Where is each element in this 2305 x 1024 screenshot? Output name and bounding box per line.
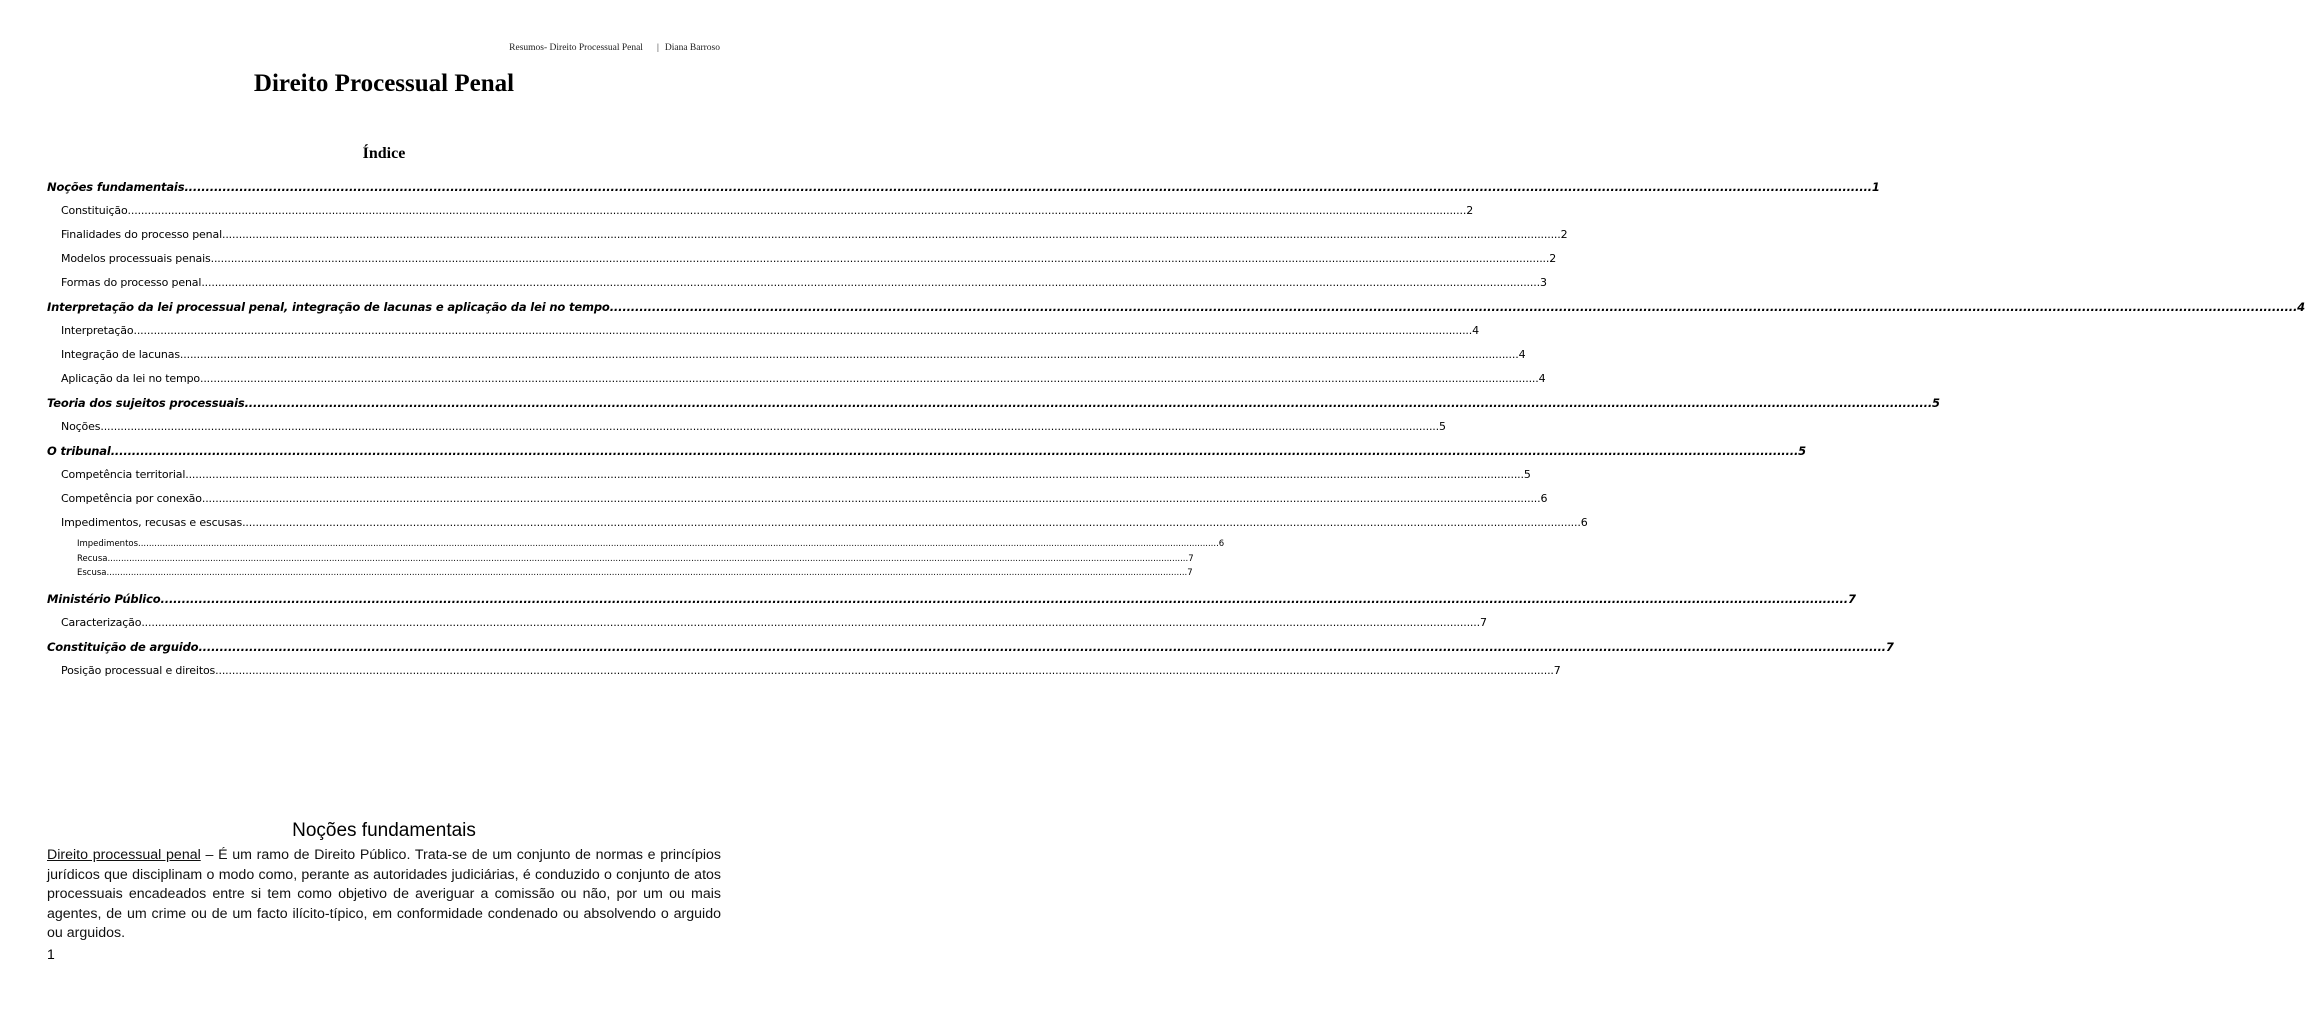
section-paragraph [47, 846, 721, 944]
header-separator: | [656, 43, 659, 53]
toc-dot-leader: ................................................................................................................................................................................................................................................................................................................................................................................................................ [201, 492, 1541, 505]
toc-dot-leader: ................................................................................................................................................................................................................................................................................................................................................................................................................ [184, 180, 1872, 194]
toc-entry-page: 6 [1218, 539, 1225, 549]
toc-dot-leader: ................................................................................................................................................................................................................................................................................................................................................................................................................ [199, 372, 1539, 385]
toc-entry-page: 7 [1479, 615, 1487, 629]
toc-dot-leader: ................................................................................................................................................................................................................................................................................................................................................................................................................ [100, 420, 1439, 433]
paragraph-text: – É um ramo de Direito Público. Trata-se de um conjunto de normas e princípios jurídicos que disciplinam o modo como, perante as autoridades judiciárias, é conduzido o conjunto de atos processuais encadeados entre si tem como objetivo de averiguar a comissão ou não, por um ou mais agentes, de um crime ou de um facto ilícito-típico, em conformidade condenado ou absolvendo o arguido ou arguidos. [47, 847, 721, 942]
defined-term: Direito processual penal [47, 847, 201, 863]
toc-entry-page: 7 [1847, 591, 1856, 606]
toc-entry-label: Integração de lacunas [61, 348, 180, 361]
toc-entry-page: 2 [1560, 228, 1568, 241]
toc-entry-page: 5 [1798, 444, 1807, 458]
toc-entry-label: Competência por conexão [61, 492, 202, 505]
toc-entry-page: 7 [1553, 663, 1561, 677]
toc-entry-page: 5 [1438, 420, 1446, 433]
toc-entry-label: Impedimentos, recusas e escusas [61, 516, 243, 529]
toc-entry-label: Constituição de arguido [47, 639, 199, 654]
toc-heading: Índice [362, 145, 406, 162]
toc-dot-leader: ................................................................................................................................................................................................................................................................................................................................................................................................................ [242, 516, 1581, 529]
toc-entry-page: 7 [1885, 639, 1894, 654]
toc-entry[interactable] [47, 295, 2305, 319]
toc-entry-label: Escusa [77, 568, 107, 578]
toc-entry[interactable] [47, 439, 1807, 463]
toc-entry-page: 4 [1538, 372, 1546, 385]
toc-entry-label: Posição processual e direitos [61, 663, 216, 677]
toc-entry[interactable] [47, 552, 1194, 567]
toc-entry-page: 4 [1472, 324, 1479, 337]
toc-dot-leader: ................................................................................................................................................................................................................................................................................................................................................................................................................ [201, 276, 1540, 289]
toc-entry-label: Constituição [61, 204, 128, 217]
toc-entry[interactable] [47, 611, 1487, 635]
toc-entry[interactable] [47, 511, 1588, 535]
toc-dot-leader: ................................................................................................................................................................................................................................................................................................................................................................................................................ [141, 615, 1480, 629]
toc-entry-label: Noções fundamentais [47, 180, 185, 194]
toc-entry-label: Recusa [77, 553, 108, 564]
toc-entry[interactable] [47, 391, 1940, 415]
toc-entry-page: 4 [2297, 300, 2305, 314]
toc-entry[interactable] [47, 587, 1856, 611]
toc-dot-leader: ................................................................................................................................................................................................................................................................................................................................................................................................................ [160, 591, 1848, 606]
toc-entry-page: 6 [1580, 516, 1588, 529]
toc-entry-page: 2 [1466, 204, 1474, 217]
toc-dot-leader: ................................................................................................................................................................................................................................................................................................................................................................................................................ [133, 324, 1473, 337]
toc-entry-label: Formas do processo penal [61, 276, 202, 289]
toc-entry-label: Teoria dos sujeitos processuais [47, 396, 245, 410]
table-of-contents [47, 175, 2305, 683]
toc-entry[interactable] [47, 199, 1474, 223]
toc-dot-leader: ................................................................................................................................................................................................................................................................................................................................................................................................................ [221, 228, 1561, 241]
toc-dot-leader: ................................................................................................................................................................................................................................................................................................................................................................................................................ [138, 539, 1219, 549]
toc-entry[interactable] [47, 659, 1561, 683]
toc-entry-page: 3 [1539, 276, 1547, 289]
toc-dot-leader: ................................................................................................................................................................................................................................................................................................................................................................................................................ [210, 252, 1550, 265]
toc-entry-label: Impedimentos [77, 539, 139, 549]
toc-entry-page: 6 [1540, 492, 1548, 505]
header-document-title: Resumos- Direito Processual Penal [509, 43, 643, 53]
toc-dot-leader: ................................................................................................................................................................................................................................................................................................................................................................................................................ [215, 663, 1554, 677]
toc-entry[interactable] [47, 367, 1546, 391]
document-title: Direito Processual Penal [253, 70, 515, 97]
toc-dot-leader: ................................................................................................................................................................................................................................................................................................................................................................................................................ [127, 204, 1467, 217]
toc-dot-leader: ................................................................................................................................................................................................................................................................................................................................................................................................................ [179, 348, 1519, 361]
toc-entry[interactable] [47, 537, 1225, 552]
toc-entry[interactable] [47, 415, 1446, 439]
toc-entry[interactable] [47, 343, 1526, 367]
page-number: 1 [47, 946, 55, 962]
toc-dot-leader: ................................................................................................................................................................................................................................................................................................................................................................................................................ [106, 568, 1188, 578]
toc-entry-page: 5 [1523, 468, 1531, 481]
page-header [509, 43, 720, 53]
header-author: Diana Barroso [664, 43, 720, 53]
toc-entry[interactable] [47, 223, 1568, 247]
toc-entry-label: Aplicação da lei no tempo [61, 372, 200, 385]
toc-entry-label: Modelos processuais penais [61, 252, 211, 265]
toc-entry-page: 2 [1549, 252, 1557, 265]
toc-dot-leader: ................................................................................................................................................................................................................................................................................................................................................................................................................ [107, 553, 1189, 564]
toc-entry-page: 7 [1187, 568, 1193, 578]
toc-entry[interactable] [47, 566, 1193, 581]
toc-entry-label: O tribunal [47, 444, 111, 458]
toc-entry[interactable] [47, 635, 1894, 659]
toc-dot-leader: ................................................................................................................................................................................................................................................................................................................................................................................................................ [198, 639, 1886, 654]
toc-entry-label: Ministério Público [47, 591, 161, 606]
toc-entry-page: 7 [1188, 553, 1194, 564]
toc-entry[interactable] [47, 487, 1548, 511]
toc-entry[interactable] [47, 271, 1547, 295]
toc-dot-leader: ................................................................................................................................................................................................................................................................................................................................................................................................................ [110, 444, 1799, 458]
section-heading: Noções fundamentais [292, 820, 476, 841]
toc-entry-label: Competência territorial [61, 468, 186, 481]
toc-entry-label: Caracterização [61, 615, 142, 629]
toc-entry-page: 4 [1518, 348, 1526, 361]
toc-entry[interactable] [47, 319, 1479, 343]
toc-entry[interactable] [47, 463, 1531, 487]
toc-entry[interactable] [47, 175, 1880, 199]
toc-entry-label: Interpretação da lei processual penal, integração de lacunas e aplicação da lei no tempo [47, 300, 610, 314]
toc-dot-leader: ................................................................................................................................................................................................................................................................................................................................................................................................................ [185, 468, 1524, 481]
toc-entry-label: Finalidades do processo penal [61, 228, 222, 241]
toc-entry[interactable] [47, 247, 1557, 271]
toc-entry-page: 5 [1932, 396, 1940, 410]
toc-entry-page: 1 [1871, 180, 1880, 194]
toc-dot-leader: ................................................................................................................................................................................................................................................................................................................................................................................................................ [609, 300, 2298, 314]
toc-entry-label: Interpretação [61, 324, 134, 337]
toc-dot-leader: ................................................................................................................................................................................................................................................................................................................................................................................................................ [244, 396, 1933, 410]
toc-entry-label: Noções [61, 420, 101, 433]
